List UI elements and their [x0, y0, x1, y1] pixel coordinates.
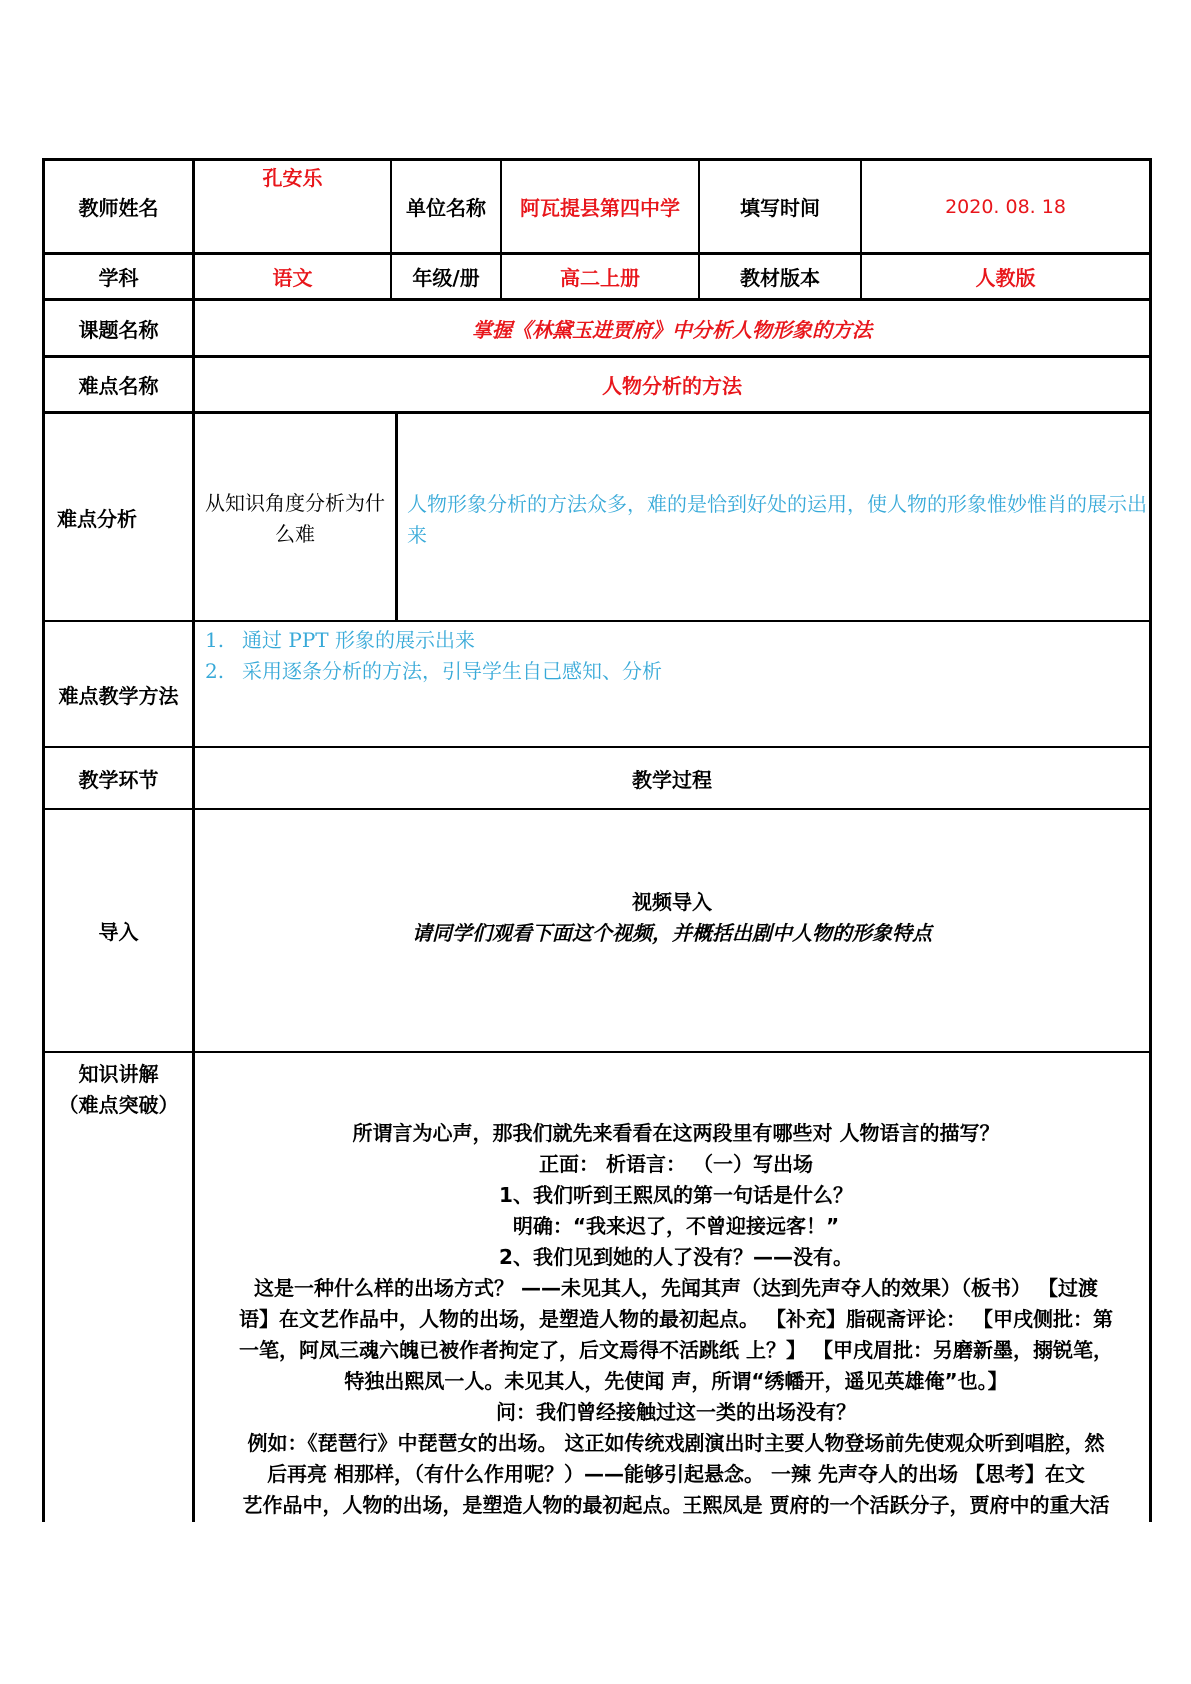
topic-value: 掌握《林黛玉进贾府》中分析人物形象的方法	[472, 317, 872, 342]
intro-label: 导入	[98, 920, 139, 944]
knowledge-line: 问：我们曾经接触过这一类的出场没有？	[496, 1400, 856, 1424]
knowledge-label-line2: （难点突破）	[58, 1093, 179, 1117]
knowledge-line: 例如：《琵琶行》中琵琶女的出场。 这正如传统戏剧演出时主要人物登场前先使观众听到唱腔，然	[247, 1431, 1105, 1455]
list-text: 采用逐条分析的方法，引导学生自己感知、分析	[242, 659, 662, 683]
unit-name: 阿瓦提县第四中学	[520, 196, 680, 220]
list-number: 1.	[205, 628, 225, 652]
grade-label: 年级/册	[412, 266, 480, 290]
row-divider	[42, 411, 1152, 414]
knowledge-line: 明确：“我来迟了，不曾迎接远客！”	[512, 1214, 840, 1238]
knowledge-line: 所谓言为心声，那我们就先来看看在这两段里有哪些对 人物语言的描写？	[352, 1121, 1000, 1145]
teacher-name: 孔安乐	[262, 165, 323, 190]
knowledge-line: 2、我们见到她的人了没有？——没有。	[499, 1245, 853, 1269]
analysis-sub-label: 从知识角度分析为什么难	[205, 491, 385, 546]
intro-line2: 请同学们观看下面这个视频，并概括出剧中人物的形象特点	[412, 921, 932, 945]
teacher-label: 教师姓名	[78, 196, 159, 220]
method-list	[205, 625, 1135, 687]
list-item	[205, 625, 1135, 656]
topic-label: 课题名称	[78, 317, 159, 342]
column-divider	[395, 413, 398, 621]
unit-label: 单位名称	[406, 196, 486, 220]
date-value: 2020. 08. 18	[945, 195, 1066, 218]
difficulty-value: 人物分析的方法	[602, 374, 742, 398]
knowledge-label-line1: 知识讲解	[78, 1062, 159, 1086]
row-divider	[42, 808, 1152, 810]
method-label: 难点教学方法	[58, 683, 179, 708]
analysis-label: 难点分析	[57, 506, 137, 531]
list-text: 通过 PPT 形象的展示出来	[242, 628, 475, 652]
process-label: 教学环节	[78, 767, 159, 792]
edition-label: 教材版本	[740, 266, 820, 290]
subject-label: 学科	[98, 266, 139, 290]
date-label: 填写时间	[740, 196, 820, 220]
knowledge-line: 这是一种什么样的出场方式？ ——未见其人，先闻其声（达到先声夺人的效果）（板书） 【过渡	[254, 1276, 1098, 1300]
subject-value: 语文	[272, 266, 313, 290]
knowledge-line: 艺作品中，人物的出场，是塑造人物的最初起点。王熙凤是 贾府的一个活跃分子，贾府中的重大活	[242, 1493, 1110, 1517]
knowledge-line: 特独出熙凤一人。未见其人，先使闻 声，所谓“绣幡开，遥见英雄俺”也。】	[344, 1369, 1008, 1393]
list-item	[205, 656, 1135, 687]
grade-value: 高二上册	[560, 266, 640, 290]
row-divider	[42, 620, 1152, 622]
difficulty-label: 难点名称	[78, 374, 159, 398]
row-divider	[42, 1051, 1152, 1053]
knowledge-line: 后再亮 相那样，（有什么作用呢？）——能够引起悬念。 一辣 先声夺人的出场 【思考】在文	[267, 1462, 1085, 1486]
intro-line1: 视频导入	[632, 890, 712, 914]
edition-value: 人教版	[975, 266, 1036, 290]
list-number: 2.	[205, 659, 225, 683]
knowledge-line: 正面： 析语言： （一）写出场	[539, 1152, 813, 1176]
knowledge-line: 语】在文艺作品中，人物的出场，是塑造人物的最初起点。 【补充】脂砚斋评论： 【甲戌侧批：第	[239, 1307, 1113, 1331]
analysis-content: 人物形象分析的方法众多，难的是恰到好处的运用，使人物的形象惟妙惟肖的展示出来	[407, 492, 1147, 547]
process-value: 教学过程	[632, 767, 712, 792]
knowledge-line: 一笔，阿凤三魂六魄已被作者拘定了，后文焉得不活跳纸 上？】 【甲戌眉批：另磨新墨，搦锐笔，	[239, 1338, 1113, 1362]
knowledge-line: 1、我们听到王熙凤的第一句话是什么？	[499, 1183, 853, 1207]
